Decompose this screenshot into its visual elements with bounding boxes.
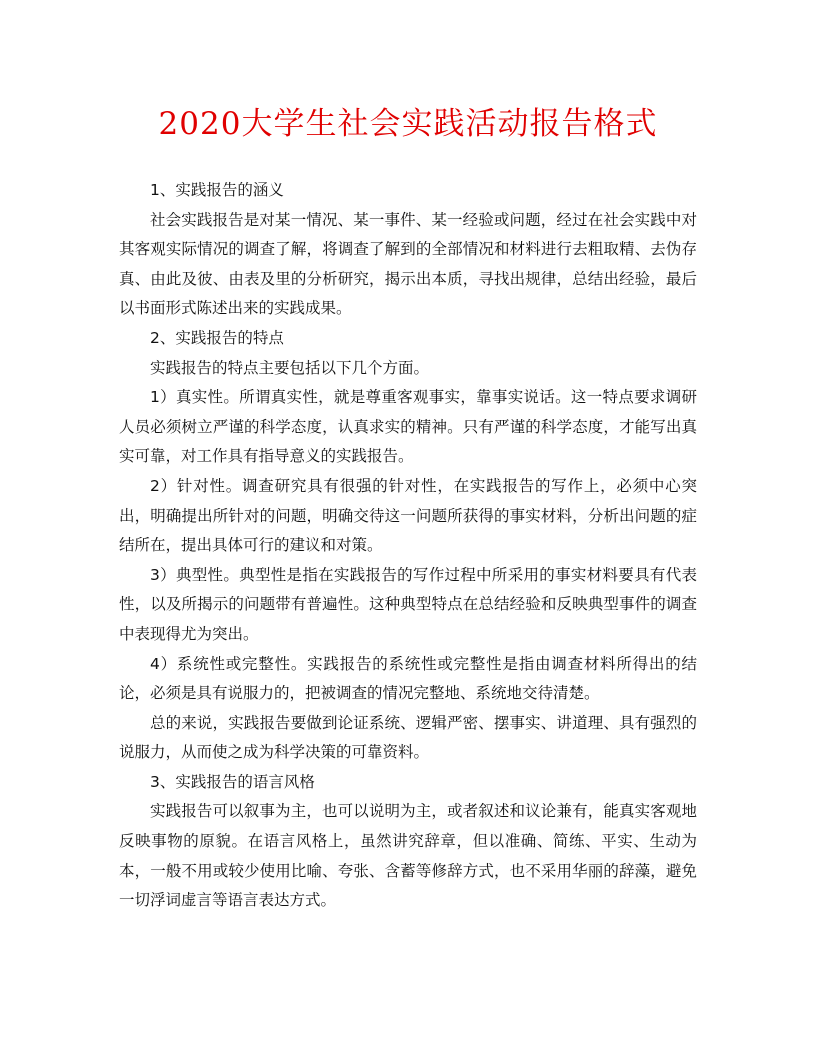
body-paragraph: 3）典型性。典型性是指在实践报告的写作过程中所采用的事实材料要具有代表性，以及所揭示的问题带有普遍性。这种典型特点在总结经验和反映典型事件的调查中表现得尤为突出。 bbox=[119, 565, 697, 643]
body-paragraph: 实践报告的特点主要包括以下几个方面。 bbox=[150, 358, 430, 377]
body-paragraph: 总的来说，实践报告要做到论证系统、逻辑严密、摆事实、讲道理、具有强烈的说服力，从而使之成为科学决策的可靠资料。 bbox=[119, 713, 697, 762]
body-paragraph: 2）针对性。调查研究具有很强的针对性，在实践报告的写作上，必须中心突出，明确提出所针对的问题，明确交待这一问题所获得的事实材料，分析出问题的症结所在，提出具体可行的建议和对策。 bbox=[119, 476, 697, 555]
section-heading: 3、实践报告的语言风格 bbox=[150, 772, 315, 791]
section-heading: 1、实践报告的涵义 bbox=[150, 181, 284, 199]
body-paragraph: 实践报告可以叙事为主，也可以说明为主，或者叙述和议论兼有，能真实客观地反映事物的原貌。在语言风格上，虽然讲究辞章，但以准确、简练、平实、生动为本，一般不用或较少使用比喻、夸张、含蓄等修辞方式，也不采用华丽的辞藻，避免一切浮词虚言等语言表达方式。 bbox=[119, 802, 697, 910]
document-body bbox=[119, 176, 697, 916]
body-paragraph: 4）系统性或完整性。实践报告的系统性或完整性是指由调查材料所得出的结论，必须是具有说服力的，把被调查的情况完整地、系统地交待清楚。 bbox=[119, 654, 697, 703]
document-title: 2020大学生社会实践活动报告格式 bbox=[158, 106, 658, 142]
section-heading: 2、实践报告的特点 bbox=[150, 328, 284, 347]
body-paragraph: 1）真实性。所谓真实性，就是尊重客观事实，靠事实说话。这一特点要求调研人员必须树立严谨的科学态度，认真求实的精神。只有严谨的科学态度，才能写出真实可靠，对工作具有指导意义的实践报告。 bbox=[119, 388, 697, 466]
body-paragraph: 社会实践报告是对某一情况、某一事件、某一经验或问题，经过在社会实践中对其客观实际情况的调查了解，将调查了解到的全部情况和材料进行去粗取精、去伪存真、由此及彼、由表及里的分析研究，揭示出本质，寻找出规律，总结出经验，最后以书面形式陈述出来的实践成果。 bbox=[119, 210, 697, 318]
